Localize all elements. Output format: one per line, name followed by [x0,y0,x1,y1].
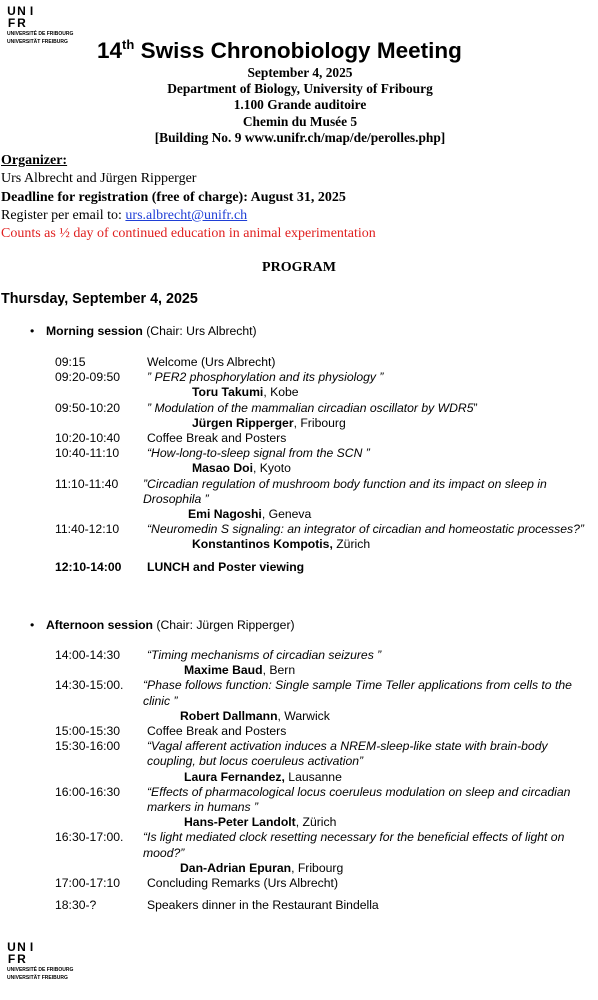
schedule-row: 15:30-16:00 “Vagal afferent activation induces a NREM-sleep-like state with brain-body coupling, but locus coeruleus activation” Laura Fernandez, Lausanne [55,739,548,784]
building: [Building No. 9 www.unifr.ch/map/de/perolles.php] [154,129,446,145]
credit-note: Counts as ½ day of continued education in animal experimentation [1,226,376,242]
schedule-row: 14:00-14:30 “Timing mechanisms of circadian seizures ” Maxime Baud, Bern [55,648,382,678]
afternoon-session-heading: • Afternoon session (Chair: Jürgen Ripperger) [30,618,295,632]
organizer-names: Urs Albrecht and Jürgen Ripperger [1,171,197,187]
unifr-logo-footer [7,941,73,981]
day-heading: Thursday, September 4, 2025 [1,291,198,307]
page-title: 14th Swiss Chronobiology Meeting [97,37,462,63]
schedule-row: 15:00-15:30 Coffee Break and Posters [55,724,287,739]
department: Department of Biology, University of Fribourg [167,81,433,97]
schedule-row: 09:20-09:50 ” PER2 phosphorylation and its physiology ” Toru Takumi, Kobe [55,370,384,400]
event-date: September 4, 2025 [247,65,353,80]
schedule-row: 10:20-10:40 Coffee Break and Posters [55,431,287,446]
afternoon-schedule [55,648,598,913]
venue-block [120,65,480,146]
schedule-row: 16:30-17:00. “Is light mediated clock resetting necessary for the beneficial effects of light on mood?” Dan-Adrian Epuran, Fribourg [55,830,565,875]
dinner-row: 18:30-? Speakers dinner in the Restaurant Bindella [55,898,379,913]
logo-mark: U N I F R [7,940,34,966]
schedule-row: 11:40-12:10 “Neuromedin S signaling: an integrator of circadian and homeostatic processes?” Konstantinos Kompotis, Zürich [55,522,584,552]
schedule-row: 16:00-16:30 “Effects of pharmacological locus coeruleus modulation on sleep and circadian markers in humans ” Hans-Peter Landolt, Zürich [55,784,571,830]
logo-mark: U N I F R [7,4,34,30]
program-heading: PROGRAM [262,260,336,275]
logo-sub-fr: UNIVERSITÉ DE FRIBOURG [7,31,74,37]
room: 1.100 Grande auditoire [233,97,367,113]
logo-sub-fr: UNIVERSITÉ DE FRIBOURG [7,967,74,973]
email-link[interactable]: urs.albrecht@unifr.ch [125,207,248,223]
register-line: Register per email to: urs.albrecht@unifr.ch [1,207,248,223]
lunch-row: 12:10-14:00 LUNCH and Poster viewing [55,559,305,574]
schedule-row: 14:30-15:00. “Phase follows function: Single sample Time Teller applications from cells to the clinic ” Robert Dallmann, Warwick [55,678,572,723]
schedule-row: 09:50-10:20 ” Modulation of the mammalian circadian oscillator by WDR5” Jürgen Ripperger, Fribourg [55,400,478,430]
unifr-logo [7,5,73,45]
schedule-row: 17:00-17:10 Concluding Remarks (Urs Albrecht) [55,876,339,891]
schedule-row: 09:15 Welcome (Urs Albrecht) [55,355,276,369]
schedule-row: 10:40-11:10 “How-long-to-sleep signal from the SCN ” Masao Doi, Kyoto [55,446,370,476]
organizer-block [1,152,376,243]
logo-sub-de: UNIVERSITÄT FREIBURG [7,39,68,45]
street: Chemin du Musée 5 [242,113,358,129]
organizer-heading: Organizer: [1,153,68,168]
morning-schedule [55,355,598,575]
registration-deadline: Deadline for registration (free of charge): August 31, 2025 [1,189,346,205]
logo-sub-de: UNIVERSITÄT FREIBURG [7,975,68,981]
schedule-row: 11:10-11:40 ”Circadian regulation of mushroom body function and its impact on sleep in Drosophila ” Emi Nagoshi, Geneva [55,476,547,522]
morning-session-heading: • Morning session (Chair: Urs Albrecht) [30,324,257,338]
